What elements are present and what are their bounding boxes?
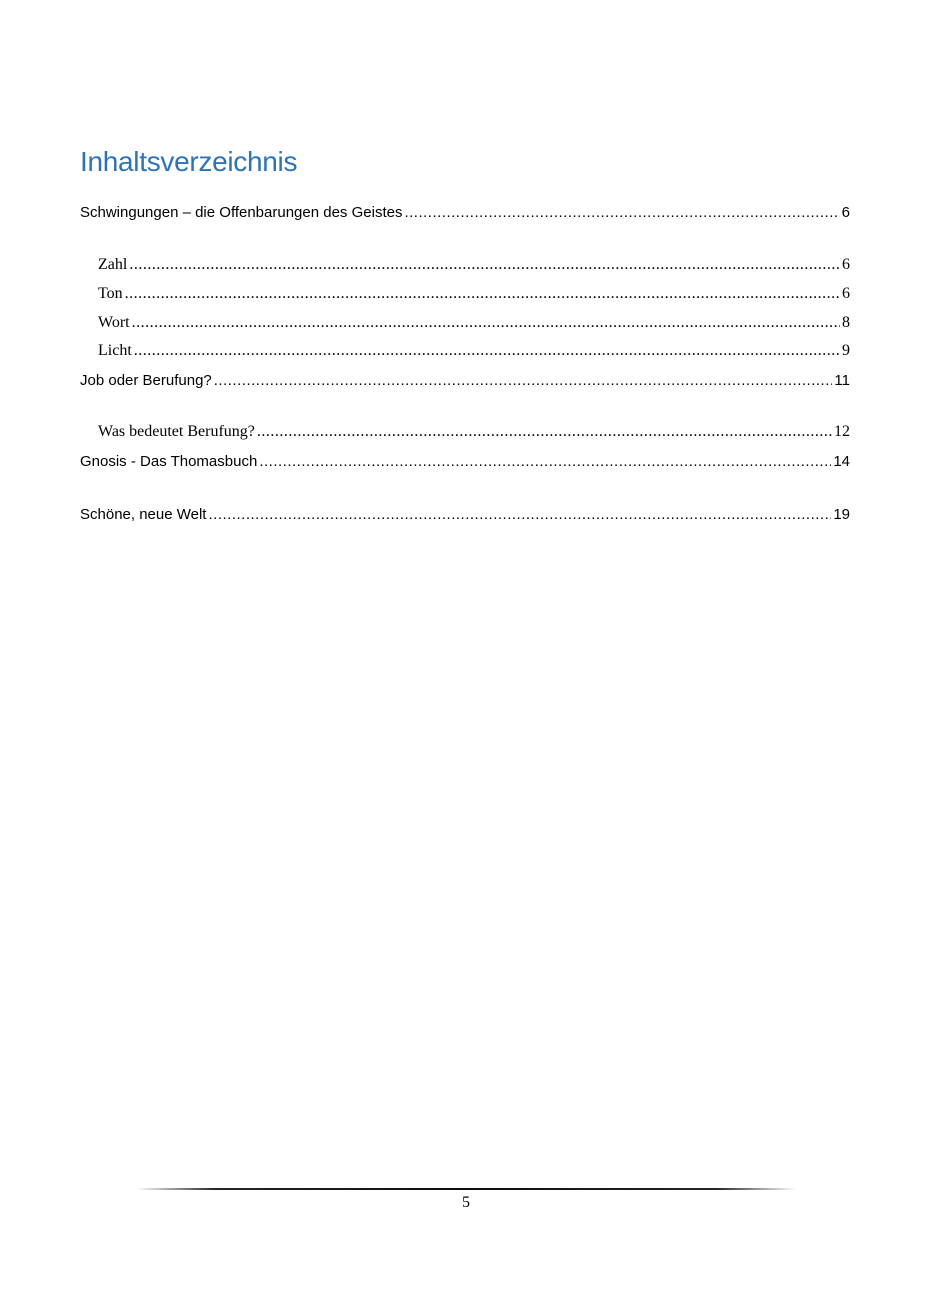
toc-entry[interactable] xyxy=(80,506,850,523)
toc-dot-leader xyxy=(257,423,832,441)
footer-divider xyxy=(136,1188,796,1190)
toc-entry-page: 6 xyxy=(842,256,850,273)
toc-dot-leader xyxy=(259,453,831,470)
toc-entry-page: 6 xyxy=(841,204,850,221)
toc-dot-leader xyxy=(208,506,831,523)
toc-entry[interactable] xyxy=(98,314,850,332)
toc-entry[interactable] xyxy=(98,256,850,274)
toc-entry-text: Zahl xyxy=(98,256,128,273)
toc-entry[interactable] xyxy=(98,342,850,360)
toc-entry-text: Schöne, neue Welt xyxy=(80,506,207,523)
toc-entry-page: 6 xyxy=(842,285,850,302)
toc-entry-text: Schwingungen – die Offenbarungen des Geistes xyxy=(80,204,403,221)
toc-entry[interactable] xyxy=(98,285,850,303)
toc-dot-leader xyxy=(132,314,840,332)
toc-dot-leader xyxy=(404,204,839,221)
toc-entry-text: Gnosis - Das Thomasbuch xyxy=(80,453,258,470)
toc-entry-page: 8 xyxy=(842,314,850,331)
page-number: 5 xyxy=(462,1194,470,1211)
toc-entry[interactable] xyxy=(80,204,850,221)
toc-entry[interactable] xyxy=(80,372,850,389)
toc-entry[interactable] xyxy=(80,453,850,470)
toc-entry[interactable] xyxy=(98,423,850,441)
toc-entry-text: Wort xyxy=(98,314,130,331)
toc-entry-page: 19 xyxy=(833,506,850,523)
toc-entry-page: 9 xyxy=(842,342,850,359)
toc-entry-page: 14 xyxy=(833,453,850,470)
toc-entry-text: Job oder Berufung? xyxy=(80,372,212,389)
toc-dot-leader xyxy=(134,342,840,360)
toc-entry-page: 11 xyxy=(834,372,850,389)
toc-entry-text: Licht xyxy=(98,342,132,359)
toc-dot-leader xyxy=(129,256,840,274)
toc-entry-text: Was bedeutet Berufung? xyxy=(98,423,255,440)
toc-dot-leader xyxy=(214,372,833,389)
toc-entry-text: Ton xyxy=(98,285,123,302)
toc-dot-leader xyxy=(125,285,840,303)
toc-title: Inhaltsverzeichnis xyxy=(80,146,298,177)
toc-entry-page: 12 xyxy=(834,423,850,440)
